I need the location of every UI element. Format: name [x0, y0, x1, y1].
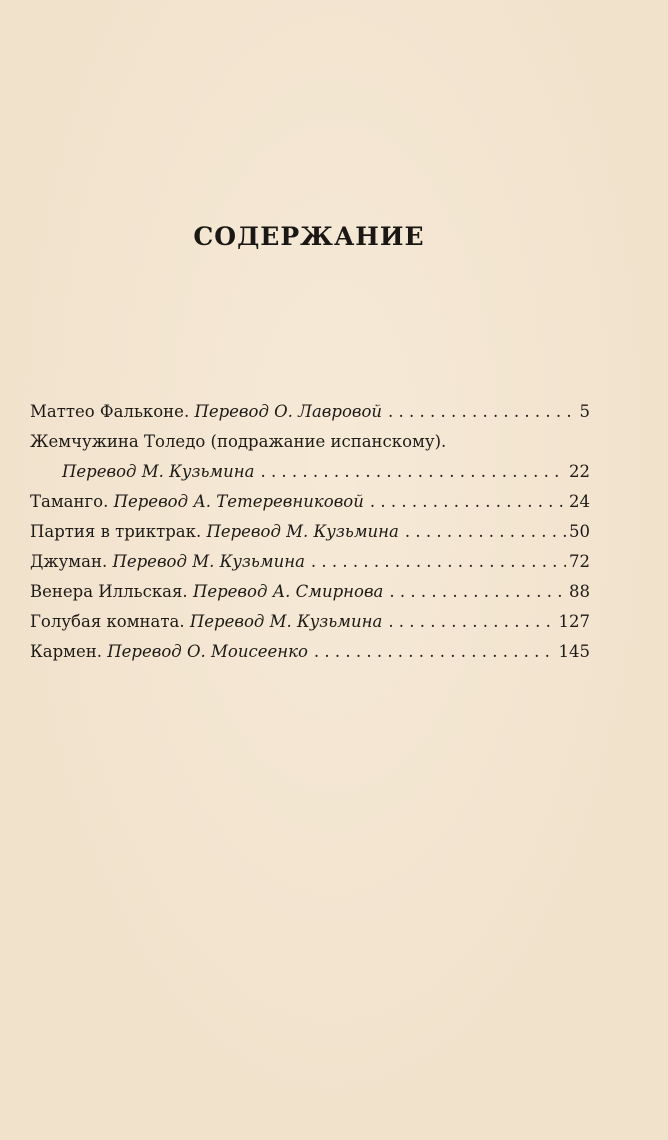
toc-entry-page: 72 — [569, 552, 590, 571]
toc-entry-title: Партия в триктрак. — [30, 522, 202, 541]
toc-entry-title: Маттео Фальконе. — [30, 402, 190, 421]
dot-leader — [389, 582, 566, 601]
toc-entry-title: Джуман. — [30, 552, 108, 571]
toc-entry-4 — [30, 522, 590, 552]
toc-entry-title: Таманго. — [30, 492, 109, 511]
dot-leader — [405, 522, 566, 541]
dot-leader — [388, 402, 576, 421]
toc-entry-title: Кармен. — [30, 642, 103, 661]
toc-entry-title: Голубая комната. — [30, 612, 185, 631]
toc-entry-page: 88 — [569, 582, 590, 601]
toc-entry-2-title-line — [30, 432, 590, 462]
page-title: СОДЕРЖАНИЕ — [193, 222, 425, 251]
toc-entry-translator: Перевод О. Моисеенко — [107, 642, 308, 661]
toc-entry-page: 145 — [558, 642, 590, 661]
toc-entry-translator: Перевод О. Лавровой — [194, 402, 383, 421]
table-of-contents — [30, 402, 590, 672]
dot-leader — [260, 462, 566, 481]
toc-entry-8 — [30, 642, 590, 672]
toc-entry-title: Венера Илльская. — [30, 582, 188, 601]
toc-entry-page: 127 — [558, 612, 590, 631]
dot-leader — [370, 492, 566, 511]
toc-entry-7 — [30, 612, 590, 642]
toc-entry-translator: Перевод А. Смирнова — [192, 582, 384, 601]
toc-entry-translator: Перевод М. Кузьмина — [112, 552, 305, 571]
toc-entry-3 — [30, 492, 590, 522]
toc-entry-page: 50 — [569, 522, 590, 541]
toc-entry-2-translator-line — [30, 462, 590, 492]
toc-entry-6 — [30, 582, 590, 612]
toc-entry-1 — [30, 402, 590, 432]
toc-entry-page: 5 — [579, 402, 590, 421]
toc-entry-translator: Перевод М. Кузьмина — [206, 522, 399, 541]
toc-entry-translator: Перевод А. Тетеревниковой — [113, 492, 364, 511]
dot-leader — [314, 642, 556, 661]
dot-leader — [311, 552, 566, 571]
toc-entry-title: Жемчужина Толедо (подражание испанскому). — [30, 432, 447, 451]
toc-entry-5 — [30, 552, 590, 582]
toc-entry-translator: Перевод М. Кузьмина — [189, 612, 383, 631]
toc-entry-page: 22 — [569, 462, 590, 481]
toc-entry-page: 24 — [569, 492, 590, 511]
toc-entry-translator: Перевод М. Кузьмина — [62, 462, 255, 481]
dot-leader — [388, 612, 555, 631]
